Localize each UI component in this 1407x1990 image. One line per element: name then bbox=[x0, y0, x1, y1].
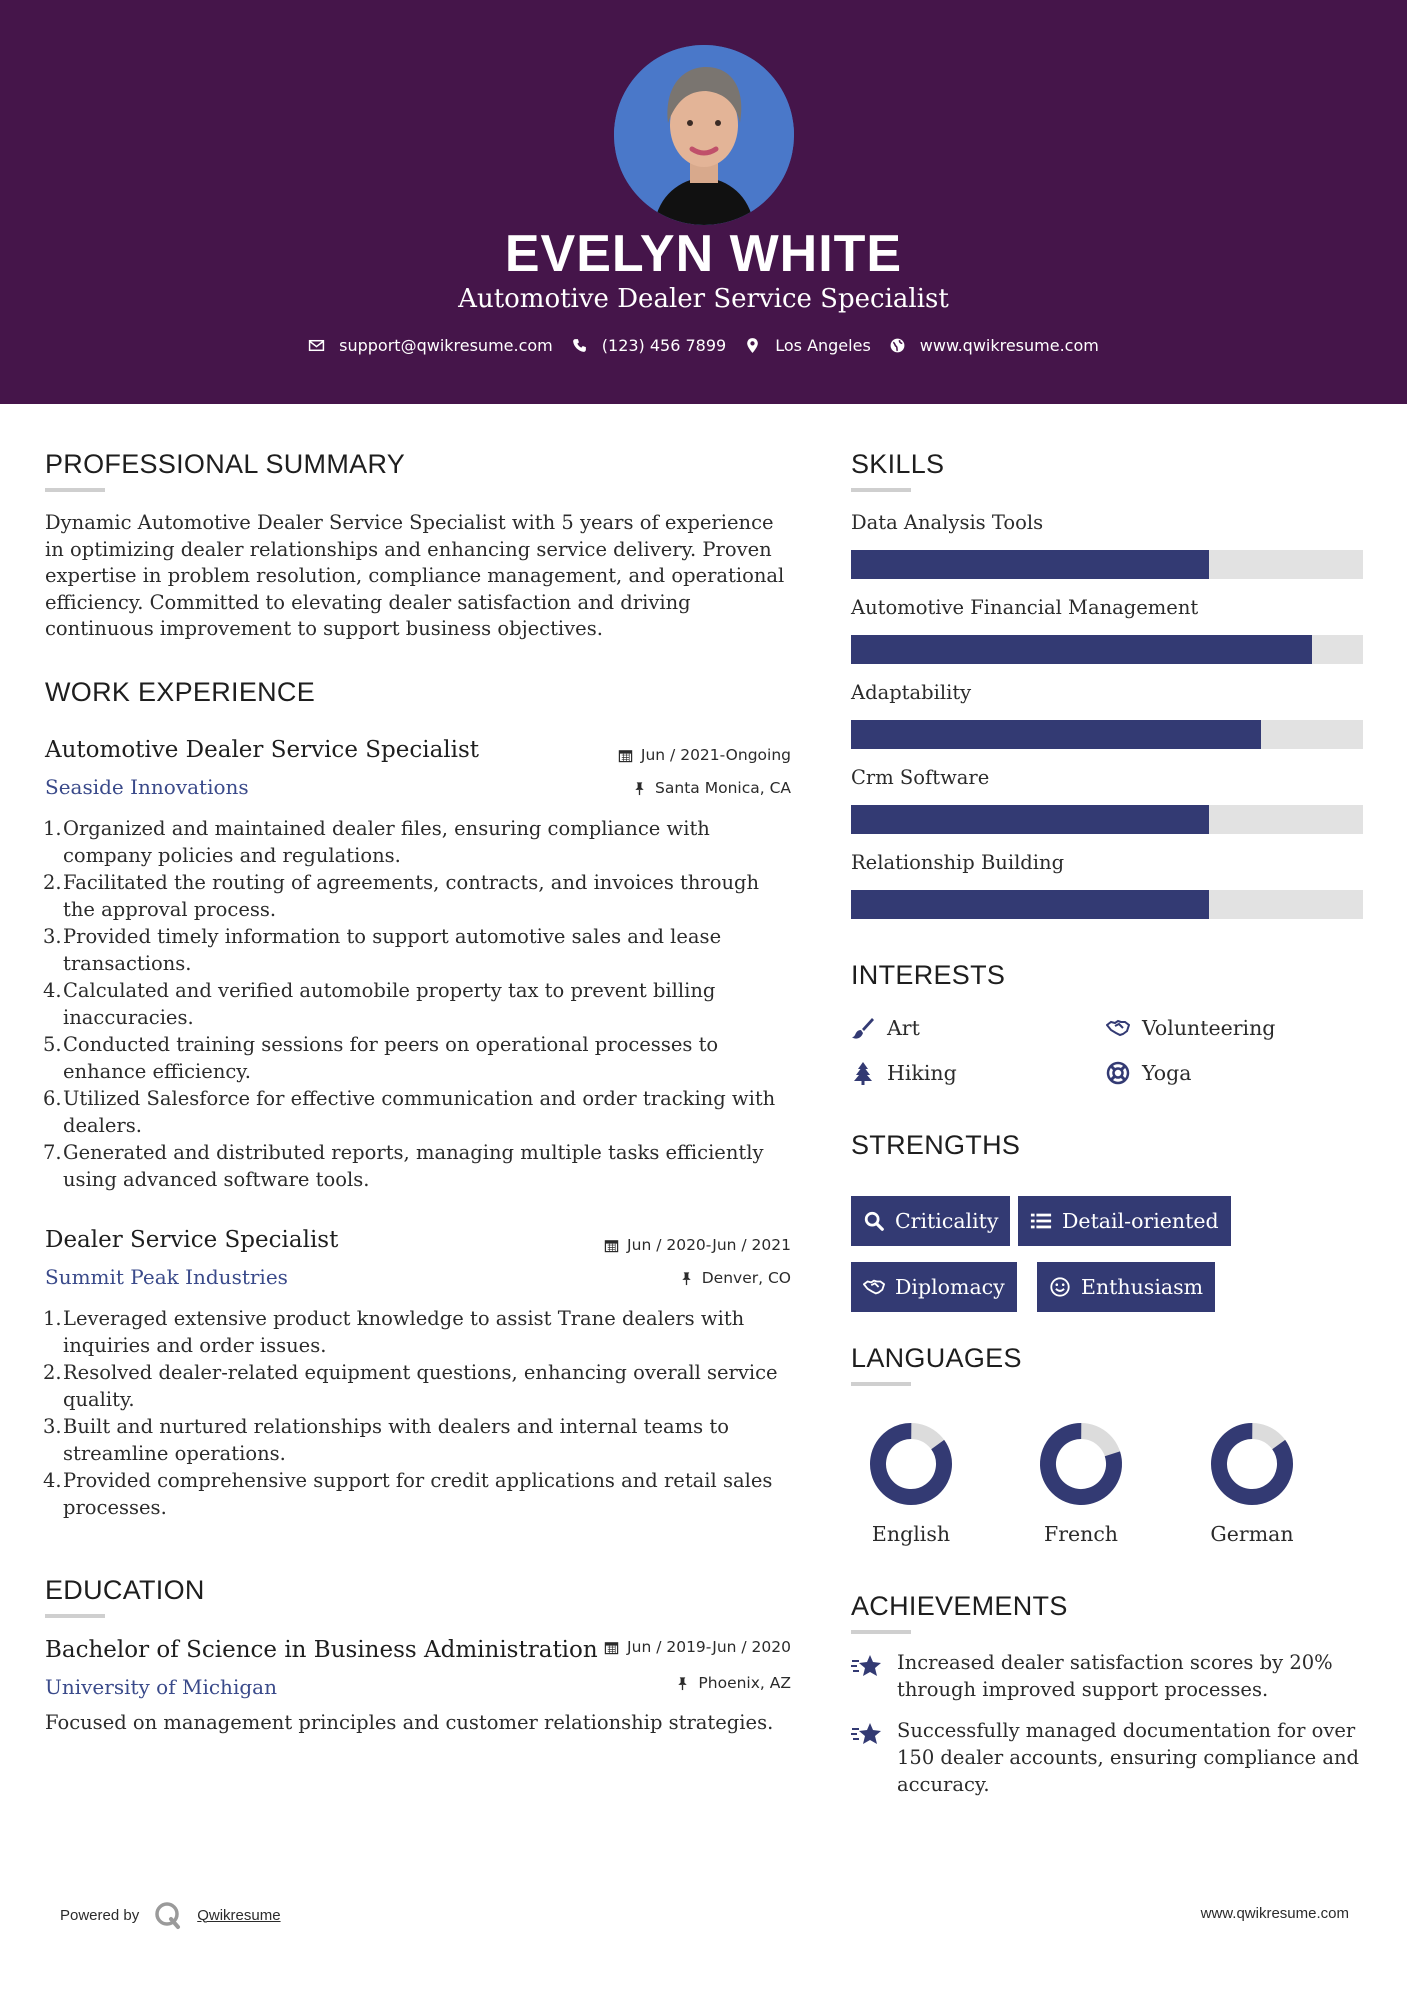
list-item: 5. Conducted training sessions for peers on operational processes to enhance efficiency. bbox=[43, 1033, 719, 1083]
qwikresume-link[interactable]: Qwikresume bbox=[197, 1906, 281, 1924]
powered-by-text: Powered by bbox=[60, 1906, 140, 1924]
list-item: 2. Resolved dealer-related equipment questions, enhancing overall service quality. bbox=[43, 1361, 778, 1411]
strengths-heading: STRENGTHS bbox=[851, 1130, 1021, 1160]
handshake-icon bbox=[863, 1276, 885, 1298]
degree-title: Bachelor of Science in Business Administration bbox=[45, 1637, 598, 1663]
language-label: French bbox=[1043, 1522, 1119, 1546]
skill-bar-fill bbox=[851, 805, 1209, 834]
list-icon bbox=[1030, 1210, 1052, 1232]
interest-label: Volunteering bbox=[1142, 1016, 1276, 1040]
list-item: 1. Organized and maintained dealer files, ensuring compliance with company policies and regulations. bbox=[43, 817, 710, 867]
strength-label: Criticality bbox=[895, 1209, 999, 1233]
skills-heading: SKILLS bbox=[851, 449, 945, 479]
profile-photo bbox=[614, 45, 794, 225]
skill-bar bbox=[851, 805, 1363, 834]
strength-tag bbox=[1018, 1196, 1231, 1246]
portrait-image bbox=[614, 45, 794, 225]
job-dates bbox=[618, 746, 791, 764]
languages-heading: LANGUAGES bbox=[851, 1343, 1022, 1373]
strength-tag bbox=[851, 1262, 1017, 1312]
languages-heading-rule bbox=[851, 1382, 911, 1386]
list-item: 1. Leveraged extensive product knowledge to assist Trane dealers with inquiries and order issues. bbox=[43, 1307, 745, 1357]
education-location bbox=[675, 1674, 791, 1692]
interest-item bbox=[1106, 1061, 1191, 1085]
list-item: 2. Facilitated the routing of agreements, contracts, and invoices through the approval process. bbox=[43, 871, 760, 921]
email-text: support@qwikresume.com bbox=[339, 336, 553, 355]
interest-item bbox=[851, 1061, 957, 1085]
skill-bar bbox=[851, 635, 1363, 664]
contact-phone[interactable] bbox=[571, 336, 726, 355]
school-name: University of Michigan bbox=[45, 1675, 277, 1699]
skill-bar bbox=[851, 890, 1363, 919]
skill-bar bbox=[851, 720, 1363, 749]
resume-header bbox=[0, 0, 1407, 404]
achievement-text: Successfully managed documentation for over 150 dealer accounts, ensuring compliance and accuracy. bbox=[897, 1719, 1360, 1796]
shooting-star-icon bbox=[851, 1653, 883, 1681]
life-ring-icon bbox=[1106, 1061, 1130, 1085]
strength-label: Detail-oriented bbox=[1062, 1209, 1219, 1233]
tree-icon bbox=[851, 1061, 875, 1085]
phone-icon bbox=[571, 337, 588, 354]
footer-site-link[interactable]: www.qwikresume.com bbox=[1200, 1905, 1349, 1922]
website-text: www.qwikresume.com bbox=[919, 336, 1099, 355]
education-dates-text: Jun / 2019-Jun / 2020 bbox=[627, 1638, 791, 1656]
summary-heading-rule bbox=[45, 488, 105, 492]
list-item: 4. Provided comprehensive support for credit applications and retail sales processes. bbox=[43, 1469, 773, 1519]
skill-label: Relationship Building bbox=[851, 851, 1065, 874]
job-location-text: Denver, CO bbox=[701, 1269, 791, 1287]
interests-heading: INTERESTS bbox=[851, 960, 1006, 990]
skill-bar-fill bbox=[851, 890, 1209, 919]
skill-bar-fill bbox=[851, 550, 1209, 579]
strength-tag bbox=[1037, 1262, 1215, 1312]
company-name: Seaside Innovations bbox=[45, 775, 249, 799]
language-label: German bbox=[1210, 1522, 1294, 1546]
smile-icon bbox=[1049, 1276, 1071, 1298]
qwikresume-logo-icon bbox=[153, 1900, 183, 1930]
paintbrush-icon bbox=[851, 1016, 875, 1040]
interest-item bbox=[1106, 1016, 1275, 1040]
calendar-icon bbox=[604, 1238, 619, 1253]
language-item bbox=[1026, 1420, 1136, 1546]
list-item: 7. Generated and distributed reports, managing multiple tasks efficiently using advanced software tools. bbox=[43, 1141, 764, 1191]
skill-label: Crm Software bbox=[851, 766, 990, 789]
calendar-icon bbox=[604, 1640, 619, 1655]
job-dates-text: Jun / 2021-Ongoing bbox=[640, 746, 791, 764]
education-description: Focused on management principles and customer relationship strategies. bbox=[45, 1711, 774, 1734]
shooting-star-icon bbox=[851, 1721, 883, 1749]
globe-icon bbox=[889, 337, 906, 354]
search-icon bbox=[863, 1210, 885, 1232]
contact-bar bbox=[0, 336, 1407, 355]
language-donut-fill bbox=[1208, 1420, 1296, 1508]
skill-bar bbox=[851, 550, 1363, 579]
interest-item bbox=[851, 1016, 920, 1040]
handshake-icon bbox=[1106, 1016, 1130, 1040]
pushpin-icon bbox=[679, 1271, 694, 1286]
achievements-heading-rule bbox=[851, 1630, 911, 1634]
pushpin-icon bbox=[632, 781, 647, 796]
achievement-text: Increased dealer satisfaction scores by 20% through improved support processes. bbox=[897, 1651, 1333, 1701]
job-dates-text: Jun / 2020-Jun / 2021 bbox=[627, 1236, 791, 1254]
list-item: 3. Provided timely information to support automotive sales and lease transactions. bbox=[43, 925, 722, 975]
candidate-name: EVELYN WHITE bbox=[504, 225, 903, 283]
interest-label: Hiking bbox=[887, 1061, 957, 1085]
skill-bar-fill bbox=[851, 635, 1312, 664]
skill-bar-fill bbox=[851, 720, 1261, 749]
job-location bbox=[679, 1269, 791, 1287]
calendar-icon bbox=[618, 748, 633, 763]
strength-tag bbox=[851, 1196, 1010, 1246]
map-pin-icon bbox=[744, 337, 761, 354]
location-text: Los Angeles bbox=[775, 336, 871, 355]
skill-label: Automotive Financial Management bbox=[851, 596, 1199, 619]
contact-website[interactable] bbox=[889, 336, 1099, 355]
job-title: Dealer Service Specialist bbox=[45, 1227, 339, 1253]
job-location-text: Santa Monica, CA bbox=[655, 779, 791, 797]
list-item: 4. Calculated and verified automobile property tax to prevent billing inaccuracies. bbox=[43, 979, 716, 1029]
job-location bbox=[632, 779, 791, 797]
phone-text: (123) 456 7899 bbox=[601, 336, 727, 355]
job-dates bbox=[604, 1236, 791, 1254]
education-heading: EDUCATION bbox=[45, 1575, 205, 1605]
education-heading-rule bbox=[45, 1614, 105, 1618]
candidate-role: Automotive Dealer Service Specialist bbox=[458, 284, 949, 314]
job-bullets bbox=[45, 1305, 797, 1521]
contact-email[interactable] bbox=[308, 336, 553, 355]
skills-heading-rule bbox=[851, 488, 911, 492]
language-donut-fill bbox=[1039, 1422, 1122, 1505]
strength-label: Diplomacy bbox=[895, 1275, 1005, 1299]
language-item bbox=[856, 1420, 966, 1546]
language-donut bbox=[1208, 1420, 1296, 1508]
list-item: 6. Utilized Salesforce for effective communication and order tracking with dealers. bbox=[43, 1087, 776, 1137]
interest-label: Yoga bbox=[1142, 1061, 1192, 1085]
pushpin-icon bbox=[675, 1676, 690, 1691]
language-donut-fill bbox=[867, 1420, 955, 1508]
achievements-heading: ACHIEVEMENTS bbox=[851, 1591, 1068, 1621]
achievement-item bbox=[851, 1717, 1371, 1798]
summary-text: Dynamic Automotive Dealer Service Specialist with 5 years of experience in optimizing dealer relationships and enhancing service delivery. Proven expertise in problem resolution, compliance management, and operational efficiency. Committed to elevating dealer satisfaction and driving continuous improvement to support business objectives. bbox=[45, 511, 785, 640]
list-item: 3. Built and nurtured relationships with dealers and internal teams to streamline operations. bbox=[43, 1415, 729, 1465]
education-location-text: Phoenix, AZ bbox=[698, 1674, 791, 1692]
language-donut bbox=[867, 1420, 955, 1508]
language-label: English bbox=[871, 1522, 951, 1546]
education-dates bbox=[604, 1638, 791, 1656]
strength-label: Enthusiasm bbox=[1081, 1275, 1204, 1299]
job-bullets bbox=[45, 815, 797, 1193]
skill-label: Data Analysis Tools bbox=[851, 511, 1044, 534]
envelope-icon bbox=[308, 337, 325, 354]
skill-label: Adaptability bbox=[851, 681, 972, 704]
job-title: Automotive Dealer Service Specialist bbox=[45, 737, 480, 763]
footer-branding bbox=[60, 1900, 281, 1930]
contact-location bbox=[744, 336, 871, 355]
summary-heading: PROFESSIONAL SUMMARY bbox=[45, 449, 406, 479]
interest-label: Art bbox=[887, 1016, 920, 1040]
language-donut bbox=[1037, 1420, 1125, 1508]
company-name: Summit Peak Industries bbox=[45, 1265, 288, 1289]
experience-heading: WORK EXPERIENCE bbox=[45, 677, 316, 707]
language-item bbox=[1197, 1420, 1307, 1546]
achievement-item bbox=[851, 1649, 1371, 1703]
